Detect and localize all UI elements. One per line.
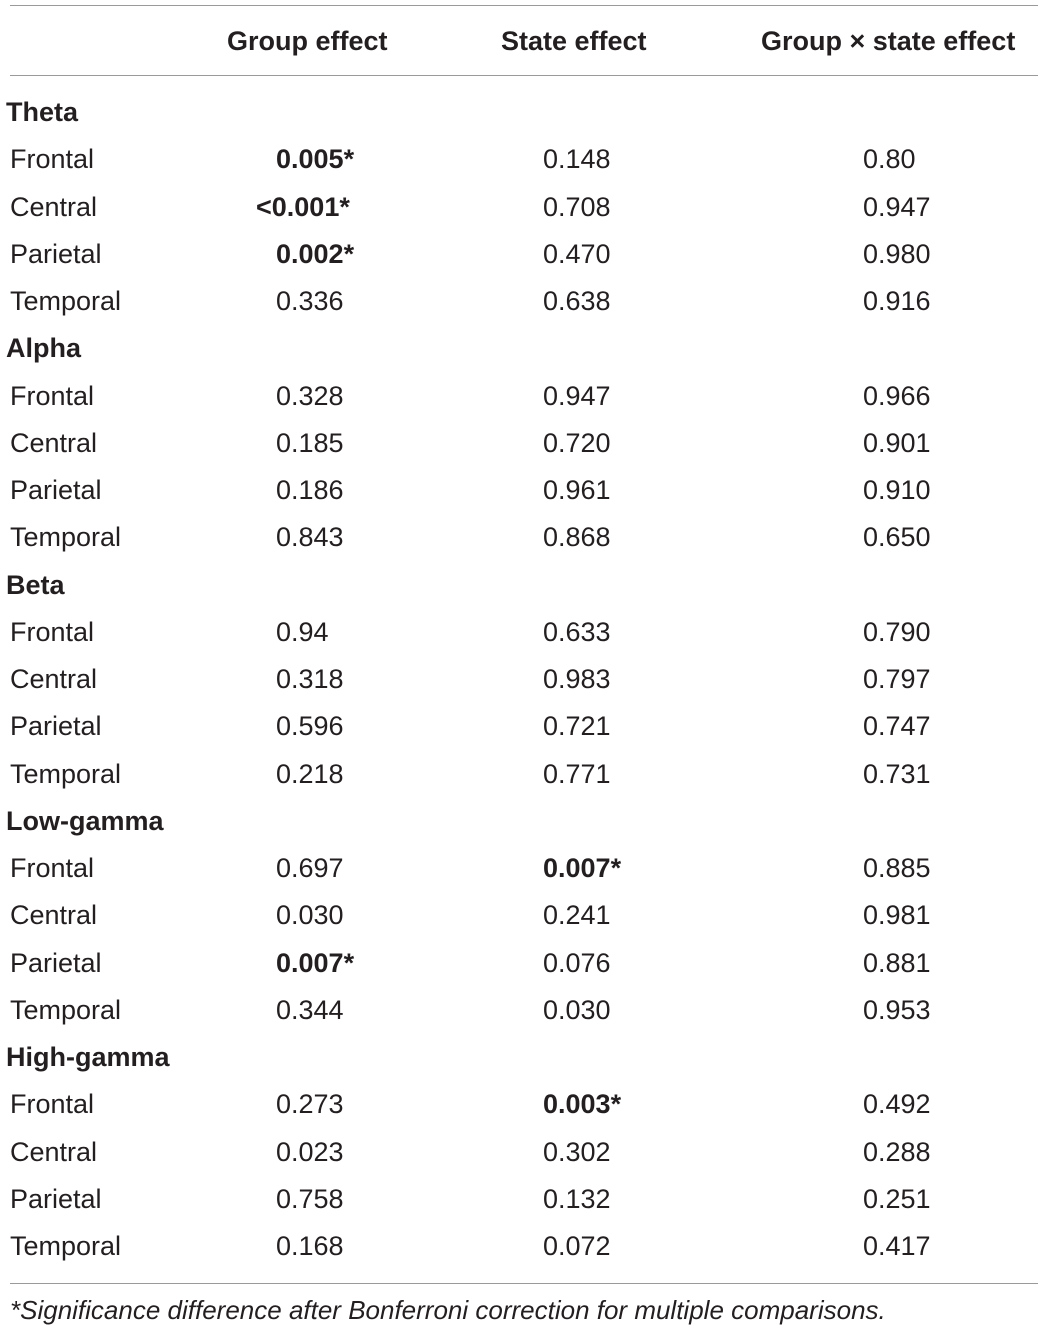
state-effect-value: 0.633: [543, 616, 611, 647]
state-effect-value: 0.983: [543, 664, 611, 694]
band-label: Beta: [6, 569, 65, 600]
state-effect-value: 0.721: [543, 711, 611, 742]
header-group-state-effect: Group × state effect: [761, 26, 1016, 56]
interaction-effect-value: 0.731: [863, 758, 931, 789]
row-region-label: Parietal: [10, 238, 102, 269]
state-effect-value: 0.003*: [543, 1089, 622, 1120]
group-effect-value: 0.273: [276, 1089, 344, 1120]
row-region-label: Frontal: [10, 1089, 95, 1120]
row-region-label: Central: [10, 1136, 98, 1167]
band-label: Low-gamma: [6, 805, 164, 836]
group-effect-value: 0.185: [276, 427, 344, 458]
table-bottom-rule: [10, 1283, 1038, 1284]
state-effect-value: 0.868: [543, 522, 611, 553]
group-effect-value: 0.023: [276, 1136, 344, 1167]
state-effect-value: 0.961: [543, 475, 611, 505]
interaction-effect-value: 0.80: [863, 144, 916, 175]
interaction-effect-value: 0.981: [863, 900, 931, 931]
group-effect-value: 0.005*: [276, 144, 355, 175]
row-region-label: Central: [10, 191, 98, 222]
band-label: Theta: [6, 97, 79, 127]
state-effect-value: 0.241: [543, 900, 611, 931]
row-region-label: Central: [10, 900, 98, 931]
row-region-label: Frontal: [10, 853, 95, 883]
row-region-label: Temporal: [10, 994, 122, 1025]
state-effect-value: 0.030: [543, 994, 611, 1025]
state-effect-value: 0.302: [543, 1136, 611, 1167]
row-region-label: Frontal: [10, 616, 95, 647]
header-group-effect: Group effect: [227, 26, 388, 56]
interaction-effect-value: 0.881: [863, 947, 931, 978]
header-state-effect: State effect: [501, 26, 647, 56]
group-effect-value: 0.758: [276, 1183, 344, 1214]
row-region-label: Central: [10, 427, 98, 458]
band-label: High-gamma: [6, 1042, 170, 1072]
group-effect-value: 0.007*: [276, 947, 355, 978]
interaction-effect-value: 0.885: [863, 853, 931, 883]
row-region-label: Temporal: [10, 1231, 122, 1261]
state-effect-value: 0.771: [543, 758, 611, 789]
table-footnote: *Significance difference after Bonferroni correction for multiple comparisons.: [10, 1295, 886, 1325]
group-effect-value: 0.218: [276, 758, 344, 789]
state-effect-value: 0.148: [543, 144, 611, 175]
interaction-effect-value: 0.417: [863, 1231, 931, 1261]
group-effect-value: 0.336: [276, 286, 344, 316]
interaction-effect-value: 0.251: [863, 1183, 931, 1214]
state-effect-value: 0.470: [543, 238, 611, 269]
interaction-effect-value: 0.947: [863, 191, 931, 222]
group-effect-value: 0.168: [276, 1231, 344, 1261]
interaction-effect-value: 0.747: [863, 711, 931, 742]
row-region-label: Frontal: [10, 144, 95, 175]
interaction-effect-value: 0.916: [863, 286, 931, 316]
row-region-label: Temporal: [10, 758, 122, 789]
interaction-effect-value: 0.288: [863, 1136, 931, 1167]
group-effect-value: 0.94: [276, 616, 329, 647]
group-effect-value: 0.596: [276, 711, 344, 742]
row-region-label: Central: [10, 664, 98, 694]
group-effect-value: 0.186: [276, 475, 344, 505]
state-effect-value: 0.947: [543, 380, 611, 411]
row-region-label: Parietal: [10, 475, 102, 505]
state-effect-value: 0.076: [543, 947, 611, 978]
interaction-effect-value: 0.901: [863, 427, 931, 458]
state-effect-value: 0.720: [543, 427, 611, 458]
group-effect-value: 0.030: [276, 900, 344, 931]
interaction-effect-value: 0.980: [863, 238, 931, 269]
row-region-label: Parietal: [10, 947, 102, 978]
interaction-effect-value: 0.910: [863, 475, 931, 505]
row-region-label: Temporal: [10, 286, 122, 316]
state-effect-value: 0.072: [543, 1231, 611, 1261]
group-effect-value: 0.002*: [276, 238, 355, 269]
group-effect-value: <0.001*: [256, 191, 350, 222]
group-effect-value: 0.843: [276, 522, 344, 553]
band-label: Alpha: [6, 333, 82, 364]
state-effect-value: 0.132: [543, 1183, 611, 1214]
row-region-label: Temporal: [10, 522, 122, 553]
state-effect-value: 0.638: [543, 286, 611, 316]
row-region-label: Frontal: [10, 380, 95, 411]
interaction-effect-value: 0.650: [863, 522, 931, 553]
interaction-effect-value: 0.797: [863, 664, 931, 694]
row-region-label: Parietal: [10, 1183, 102, 1214]
header-rule: [10, 75, 1038, 76]
group-effect-value: 0.318: [276, 664, 344, 694]
interaction-effect-value: 0.966: [863, 380, 931, 411]
state-effect-value: 0.708: [543, 191, 611, 222]
group-effect-value: 0.697: [276, 853, 344, 883]
interaction-effect-value: 0.790: [863, 616, 931, 647]
table-top-rule: [10, 5, 1038, 6]
group-effect-value: 0.328: [276, 380, 344, 411]
interaction-effect-value: 0.492: [863, 1089, 931, 1120]
group-effect-value: 0.344: [276, 994, 344, 1025]
interaction-effect-value: 0.953: [863, 994, 931, 1025]
row-region-label: Parietal: [10, 711, 102, 742]
state-effect-value: 0.007*: [543, 853, 622, 883]
